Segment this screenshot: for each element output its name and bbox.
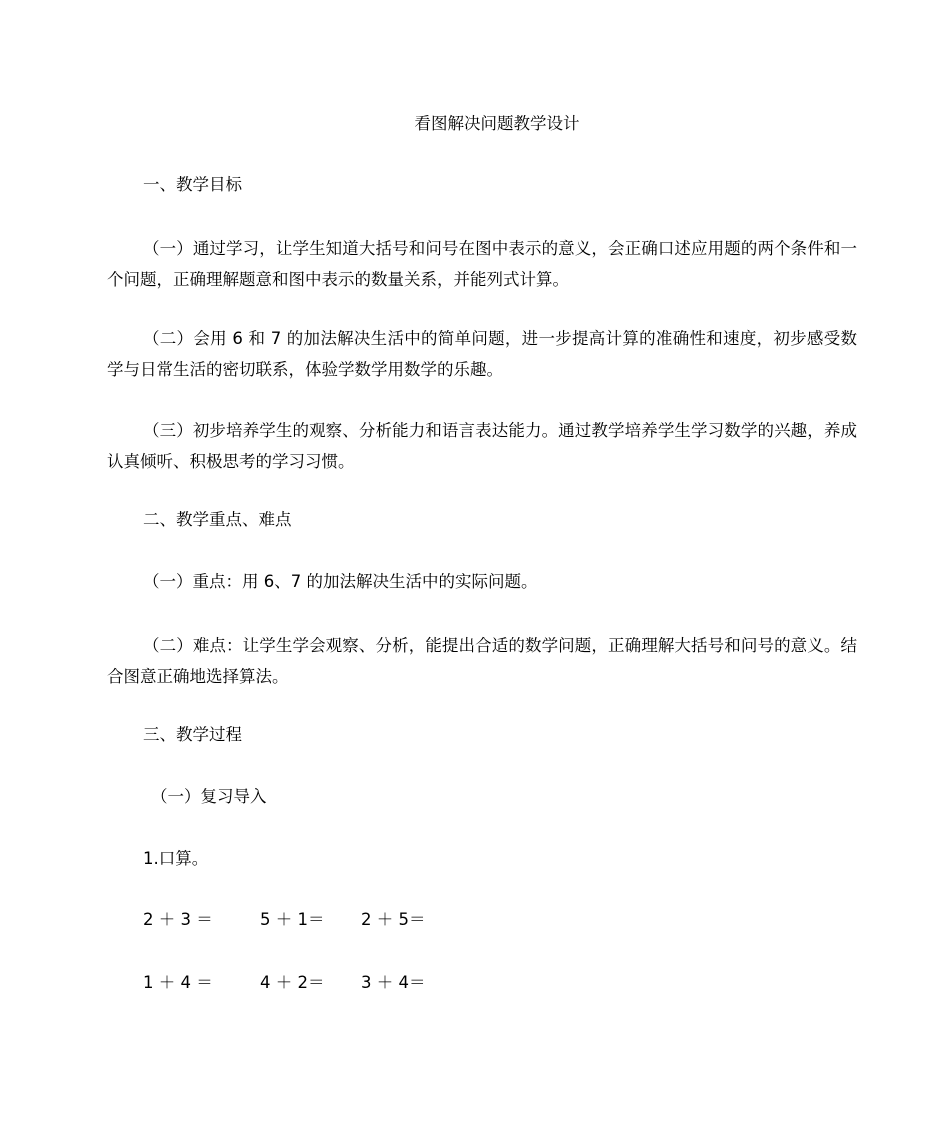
- task-oral-calculation: 1.口算。: [143, 849, 209, 868]
- subheading-review: （一）复习导入: [151, 787, 267, 806]
- exercise-item: 5 ＋ 1＝: [260, 910, 325, 929]
- document-title: 看图解决问题教学设计: [414, 114, 580, 133]
- exercise-item: 2 ＋ 3 ＝: [143, 910, 213, 929]
- section-heading-goals: 一、教学目标: [143, 175, 242, 194]
- goal-item-1: （一）通过学习，让学生知道大括号和问号在图中表示的意义，会正确口述应用题的两个条件和一个问题，正确理解题意和图中表示的数量关系，并能列式计算。: [107, 239, 857, 289]
- section-heading-process: 三、教学过程: [143, 725, 242, 744]
- section-heading-key-points: 二、教学重点、难点: [143, 510, 292, 529]
- key-point-item: （一）重点：用 6、7 的加法解决生活中的实际问题。: [143, 572, 538, 591]
- exercise-item: 2 ＋ 5＝: [361, 910, 426, 929]
- goal-item-3: （三）初步培养学生的观察、分析能力和语言表达能力。通过教学培养学生学习数学的兴趣，养成认真倾听、积极思考的学习习惯。: [107, 421, 857, 471]
- difficulty-item: （二）难点：让学生学会观察、分析，能提出合适的数学问题，正确理解大括号和问号的意义。结合图意正确地选择算法。: [107, 636, 857, 686]
- exercise-item: 1 ＋ 4 ＝: [143, 973, 213, 992]
- exercise-item: 4 ＋ 2＝: [260, 973, 325, 992]
- goal-item-2: （二）会用 6 和 7 的加法解决生活中的简单问题，进一步提高计算的准确性和速度，初步感受数学与日常生活的密切联系，体验学数学用数学的乐趣。: [107, 329, 857, 379]
- exercise-item: 3 ＋ 4＝: [361, 973, 426, 992]
